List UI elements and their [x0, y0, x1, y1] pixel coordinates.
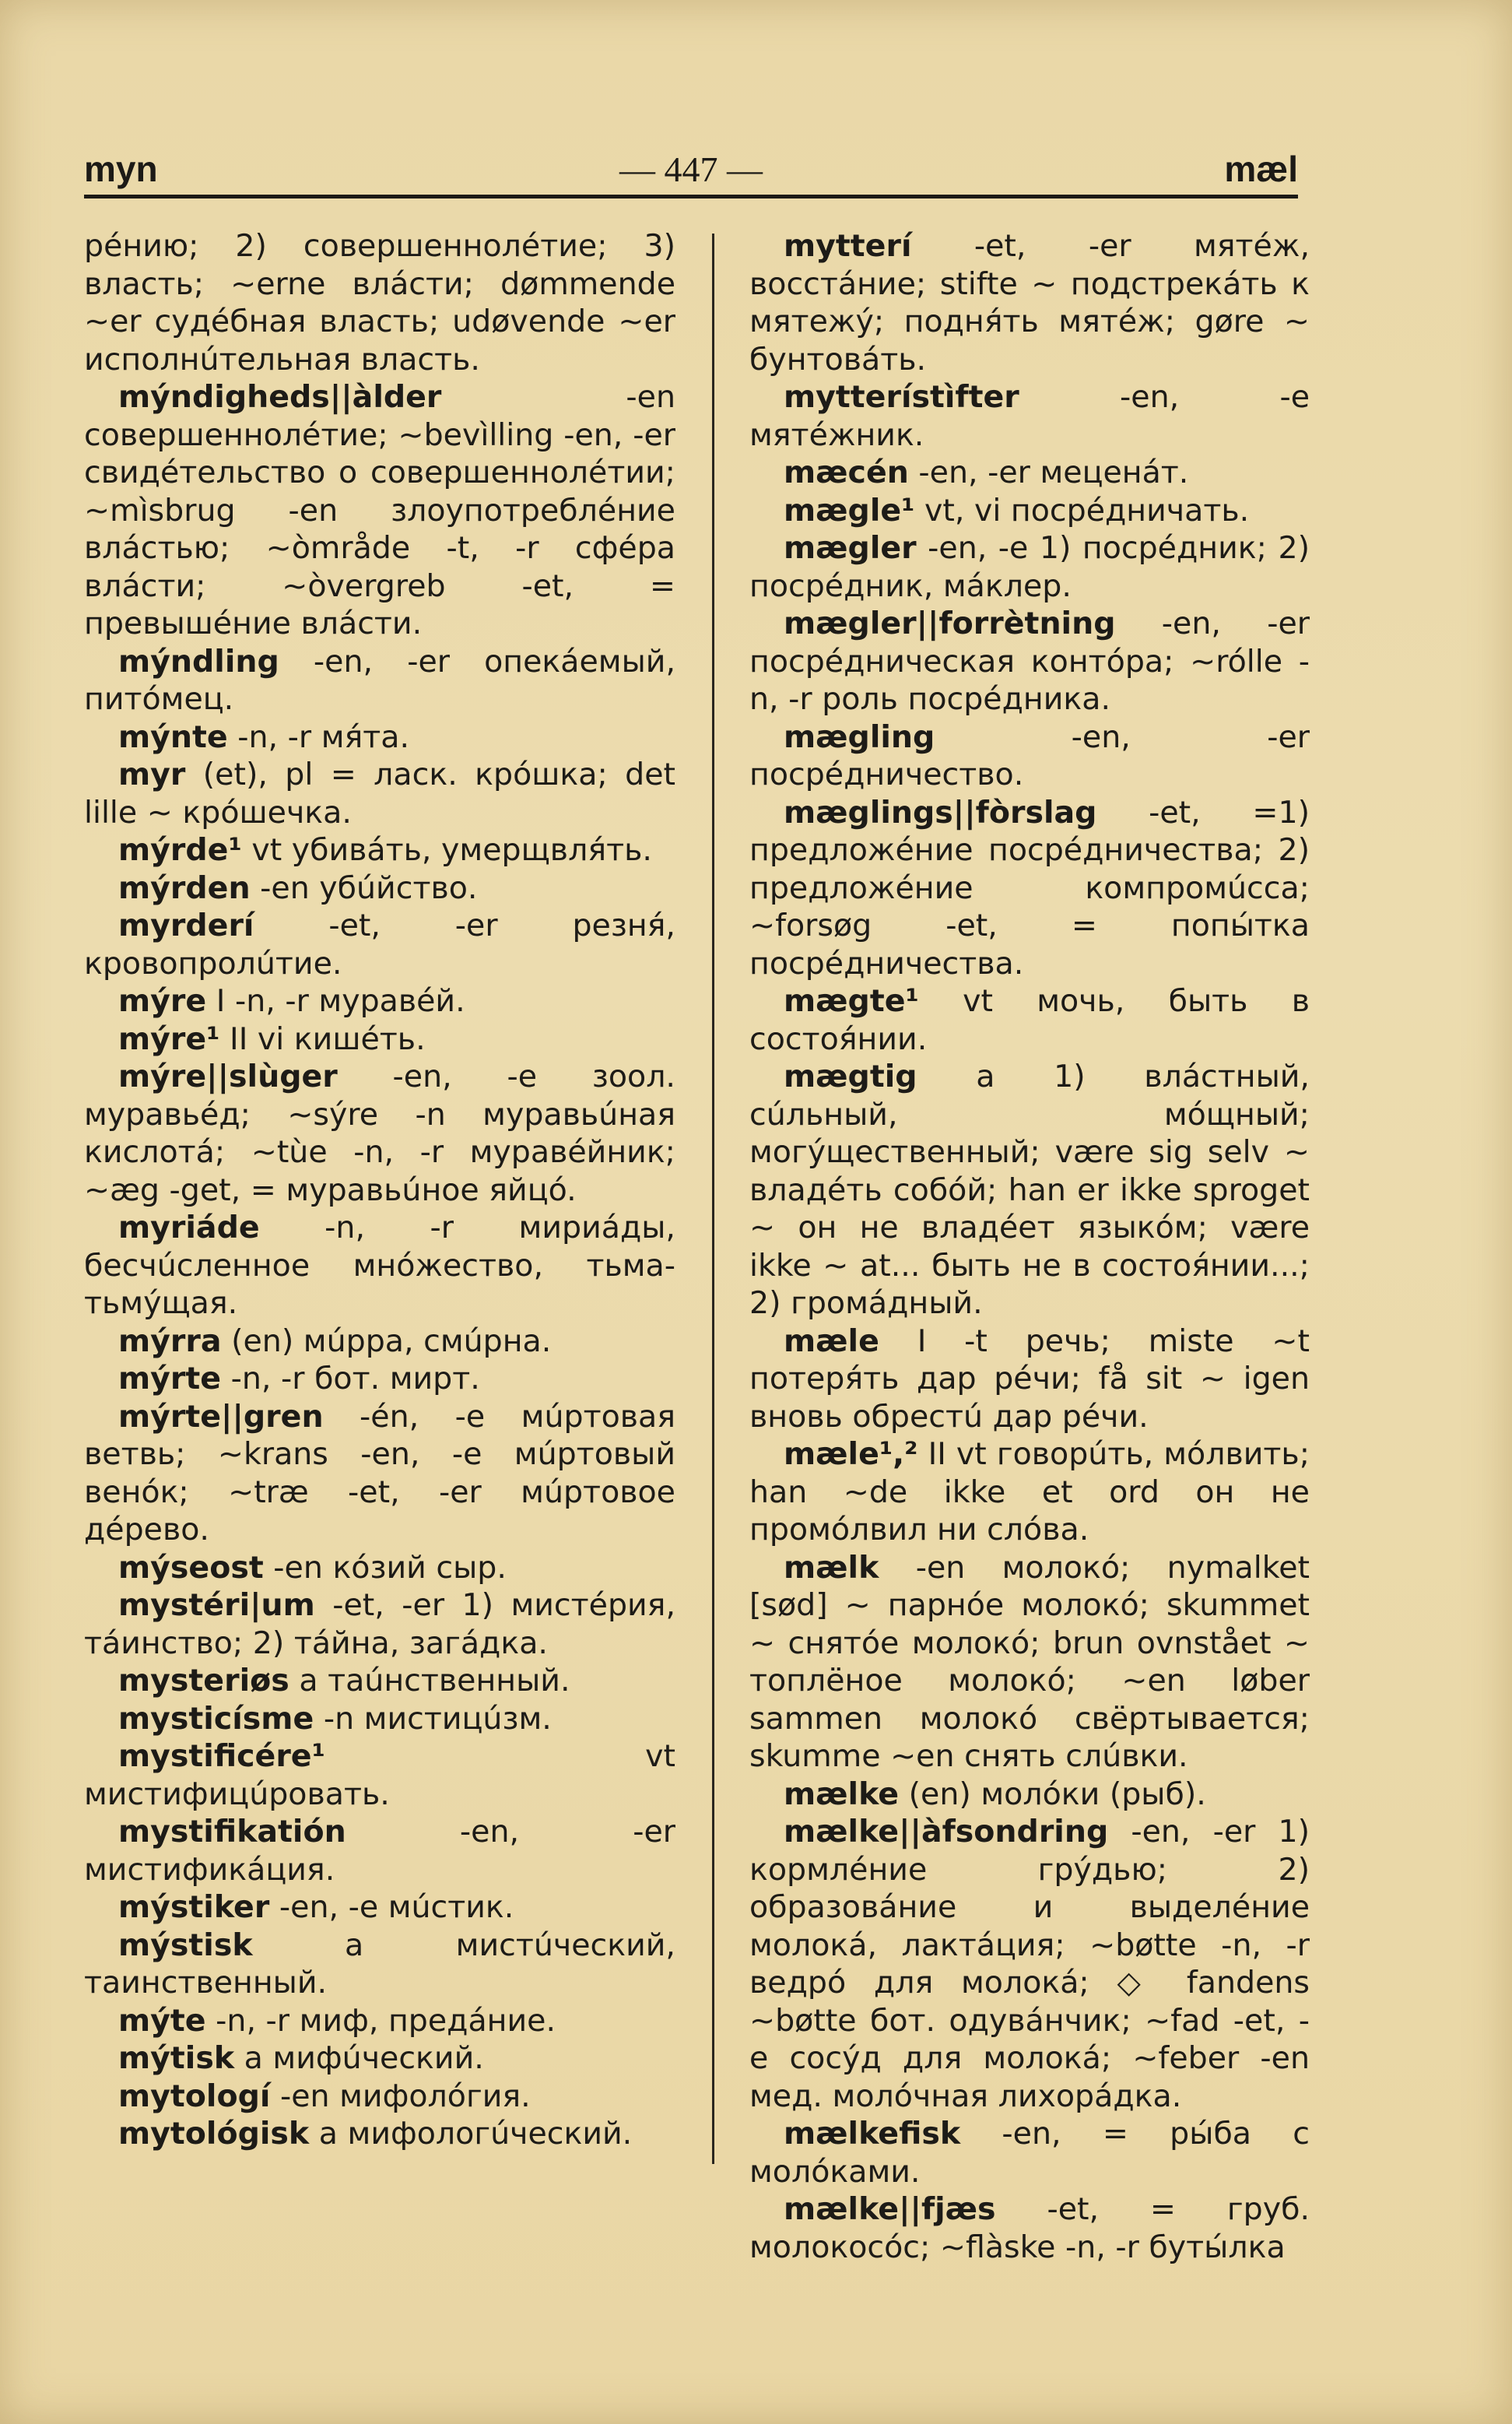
headword: mægler||forrètning [784, 606, 1116, 641]
headword: mælk [784, 1549, 879, 1586]
headword: myriáde [118, 1210, 260, 1245]
column-divider [712, 234, 714, 2164]
dictionary-entry [84, 2039, 675, 2078]
dictionary-entry [749, 1058, 1310, 1323]
headword: mystificére¹ [118, 1738, 325, 1774]
dictionary-entry [749, 1813, 1310, 2115]
dictionary-entry [84, 1662, 675, 1700]
entry-definition: -n мистицúзм. [314, 1700, 552, 1737]
entry-definition: vt мочь, быть в состоя́нии. [749, 983, 1310, 1057]
entry-definition: a 1) влáстный, сúльный, мóщный; могýщественный; være sig selv ~ владéть собóй; han er ikke sproget ~ он не владéет языкóм; være ikke ~ at... быть не в состоя́нии...; 2) громáдный. [749, 1059, 1310, 1321]
dictionary-entry [84, 907, 675, 982]
dictionary-entry [84, 756, 675, 831]
dictionary-entry [84, 1360, 675, 1398]
headword: mægle¹ [784, 492, 915, 529]
headword: mælke||fjæs [784, 2191, 996, 2227]
entry-definition: -én, -e мúртовая ветвь; ~krans -en, -e мúртовый венóк; ~træ -et, -er мúртовое дéрево. [84, 1398, 675, 1547]
entry-definition: I -n, -r муравéй. [206, 983, 465, 1019]
right-column [749, 227, 1310, 2266]
entry-definition: -en, -e мятéжник. [749, 379, 1310, 453]
entry-definition: a мифúческий. [234, 2040, 484, 2076]
dictionary-entry [84, 1058, 675, 1209]
headword: mæglings||fòrslag [784, 794, 1097, 831]
headword: mælke||àfsondring [784, 1814, 1109, 1850]
dictionary-entry [749, 227, 1310, 378]
entry-definition: -en, -er посрéдничество. [749, 718, 1310, 792]
dictionary-entry [84, 1209, 675, 1323]
entry-definition: -en, -er меценáт. [908, 455, 1189, 490]
headword: mæle [784, 1323, 879, 1359]
entry-definition: -en, -e 1) посрéдник; 2) посрéдник, мáклер. [749, 530, 1310, 604]
headword: mýte [118, 2002, 206, 2039]
entry-definition: -en кóзий сыр. [263, 1549, 507, 1586]
entry-definition: -en, -er опекáемый, питóмец. [84, 643, 675, 717]
dictionary-entry [84, 2002, 675, 2040]
dictionary-entry [84, 2078, 675, 2116]
dictionary-entry [84, 982, 675, 1021]
entry-definition: a мифологúческий. [309, 2116, 633, 2152]
entry-definition: vt мистифицúровать. [84, 1738, 675, 1812]
headword: myrderí [118, 908, 254, 943]
entry-definition: -et, = груб. молокосóс; ~flàske -n, -r буты́лка [749, 2191, 1310, 2265]
entry-definition: рéнию; 2) совершеннолéтие; 3) власть; ~erne влáсти; dømmende ~er судéбная власть; udøvende ~er исполнúтельная власть. [84, 228, 675, 378]
headword: mýndling [118, 643, 279, 680]
headword: mýrra [118, 1323, 222, 1359]
entry-definition: (et), pl = ласк. крóшка; det lille ~ крóшечка. [84, 757, 675, 831]
headword: mýndigheds||àlder [118, 379, 442, 415]
headword: mýnte [118, 718, 228, 755]
dictionary-entry [84, 643, 675, 718]
headword: mýrte||gren [118, 1398, 324, 1435]
dictionary-entry [749, 378, 1310, 454]
entry-definition: -n, -r бот. мирт. [221, 1361, 480, 1396]
headword: mystéri|um [118, 1587, 315, 1623]
entry-definition: -n, -r мя́та. [227, 718, 410, 755]
entry-definition: (en) молóки (рыб). [899, 1776, 1206, 1812]
headword: mytterí [784, 228, 912, 264]
entry-definition: -et, =1) предложéние посрéдничества; 2) предложéние компромúсса; ~forsøg -et, = попы́тка посрéдничества. [749, 794, 1310, 982]
headword: mægte¹ [784, 983, 919, 1019]
headword: mýrden [118, 869, 251, 906]
headword: myr [118, 757, 186, 792]
entry-definition: vt убивáть, умерщвля́ть. [241, 832, 652, 868]
headword: mæle¹,² [784, 1436, 918, 1472]
headword: mytterístìfter [784, 379, 1019, 415]
entry-definition: -en, -er 1) кормлéние грýдью; 2) образовáние и выделéние молокá, лактáция; ~bøtte -n, -r ведрó для молокá; ◇ fandens ~bøtte бот. одувáнчик; ~fad -et, -e сосýд для молокá; ~feber -en мед. молóчная лихорáдка. [749, 1814, 1310, 2114]
dictionary-entry [84, 1888, 675, 1927]
entry-definition: a мистúческий, таинственный. [84, 1927, 675, 2001]
headword: mælke [784, 1776, 900, 1812]
dictionary-entry [84, 1021, 675, 1059]
left-column [84, 227, 675, 2153]
headword: mýre¹ [118, 1021, 220, 1057]
headword: mystifikatión [118, 1814, 346, 1850]
headword: mýre||slùger [118, 1059, 338, 1094]
dictionary-entry [749, 794, 1310, 983]
entry-definition: -et, -er мятéж, восстáние; stifte ~ подстрекáть к мятежý; подня́ть мятéж; gøre ~ бунтовáть. [749, 228, 1310, 378]
page-number: — 447 — [619, 149, 763, 189]
headword: mægler [784, 530, 917, 566]
dictionary-entry [749, 492, 1310, 530]
dictionary-entry [84, 1323, 675, 1361]
dictionary-entry [84, 1737, 675, 1813]
entry-definition: -n, -r миф, предáние. [205, 2002, 556, 2039]
entry-definition: -en молокó; nymalket [sød] ~ парнóе молокó; skummet ~ снятóе молокó; brun ovnstået ~ топлёное молокó; ~en løber sammen молокó свёртывается; skumme ~en снять слúвки. [749, 1549, 1310, 1774]
entry-definition: a таúнственный. [289, 1663, 570, 1699]
entry-definition: (en) мúрра, смúрна. [221, 1323, 552, 1359]
headword: mysticísme [118, 1700, 314, 1737]
headword: mytológisk [118, 2116, 310, 2152]
entry-definition: -en, -e зоол. муравьéд; ~sýre -n муравьúная кислотá; ~tùe -n, -r муравéйник; ~æg -get, = муравьúное яйцó. [84, 1059, 675, 1208]
entry-definition: -en, -er посрéдническая контóра; ~rólle -n, -r роль посрéдника. [749, 606, 1310, 717]
entry-definition: -en, -e мúстик. [269, 1889, 514, 1925]
dictionary-entry [84, 1586, 675, 1662]
dictionary-entry [749, 454, 1310, 492]
entry-definition: -en убúйство. [250, 869, 478, 906]
entry-definition: II vt говорúть, мóлвить; han ~de ikke et ord он не промóлвил ни слóва. [749, 1436, 1310, 1547]
entry-definition: -et, -er 1) мистéрия, тáинство; 2) тáйна, загáдка. [84, 1587, 675, 1661]
headword: mýseost [118, 1549, 264, 1586]
dictionary-entry [84, 869, 675, 908]
dictionary-entry [84, 1700, 675, 1738]
header-last-word: mæl [1224, 149, 1298, 189]
dictionary-entry [84, 831, 675, 869]
dictionary-entry [84, 718, 675, 757]
entry-definition: II vi кишéть. [219, 1021, 426, 1057]
dictionary-entry [749, 2190, 1310, 2266]
dictionary-entry [749, 529, 1310, 605]
headword: mælkefisk [784, 2116, 961, 2152]
entry-definition: -en совершеннолéтие; ~bevìlling -en, -er свидéтельство о совершеннолéтии; ~mìsbrug -en злоупотреблéние влáстью; ~òmråde -t, -r сфéра влáсти; ~òvergreb -et, = превышéние влáсти. [84, 379, 675, 641]
headword: mæcén [784, 455, 909, 490]
headword: mægling [784, 718, 935, 755]
dictionary-entry [84, 2115, 675, 2153]
dictionary-entry [749, 605, 1310, 718]
headword: mægtig [784, 1059, 917, 1094]
dictionary-entry [749, 1776, 1310, 1814]
headword: mýstisk [118, 1927, 253, 1963]
entry-definition: I -t речь; miste ~t потеря́ть дар рéчи; få sit ~ igen вновь обрестú дар рéчи. [749, 1323, 1310, 1435]
dictionary-entry [749, 1323, 1310, 1436]
dictionary-entry [749, 982, 1310, 1058]
dictionary-entry [749, 1549, 1310, 1776]
dictionary-entry [84, 378, 675, 643]
entry-definition: -et, -er резня́, кровопролúтие. [84, 908, 675, 982]
dictionary-entry [84, 1927, 675, 2002]
headword: mýstiker [118, 1889, 270, 1925]
entry-definition: -en, -er мистификáция. [84, 1814, 675, 1888]
entry-definition: -en мифолóгия. [270, 2078, 531, 2114]
dictionary-entry [749, 2115, 1310, 2190]
headword: mysteriøs [118, 1663, 289, 1699]
entry-definition: vt, vi посрéдничать. [914, 492, 1250, 529]
headword: mytologí [118, 2078, 271, 2114]
running-header [84, 140, 1298, 198]
dictionary-entry [749, 718, 1310, 794]
entry-definition: -n, -r мириáды, бесчúсленное мнóжество, тьма-тьмýщая. [84, 1210, 675, 1321]
header-first-word: myn [84, 149, 158, 189]
dictionary-entry [749, 1435, 1310, 1549]
dictionary-entry [84, 1398, 675, 1549]
dictionary-entry [84, 1813, 675, 1888]
entry-definition: -en, = ры́ба с молóками. [749, 2116, 1310, 2190]
headword: mýtisk [118, 2040, 235, 2076]
headword: mýrte [118, 1361, 222, 1396]
headword: mýrde¹ [118, 832, 242, 868]
dictionary-entry [84, 1549, 675, 1587]
dictionary-entry [84, 227, 675, 378]
headword: mýre [118, 983, 207, 1019]
